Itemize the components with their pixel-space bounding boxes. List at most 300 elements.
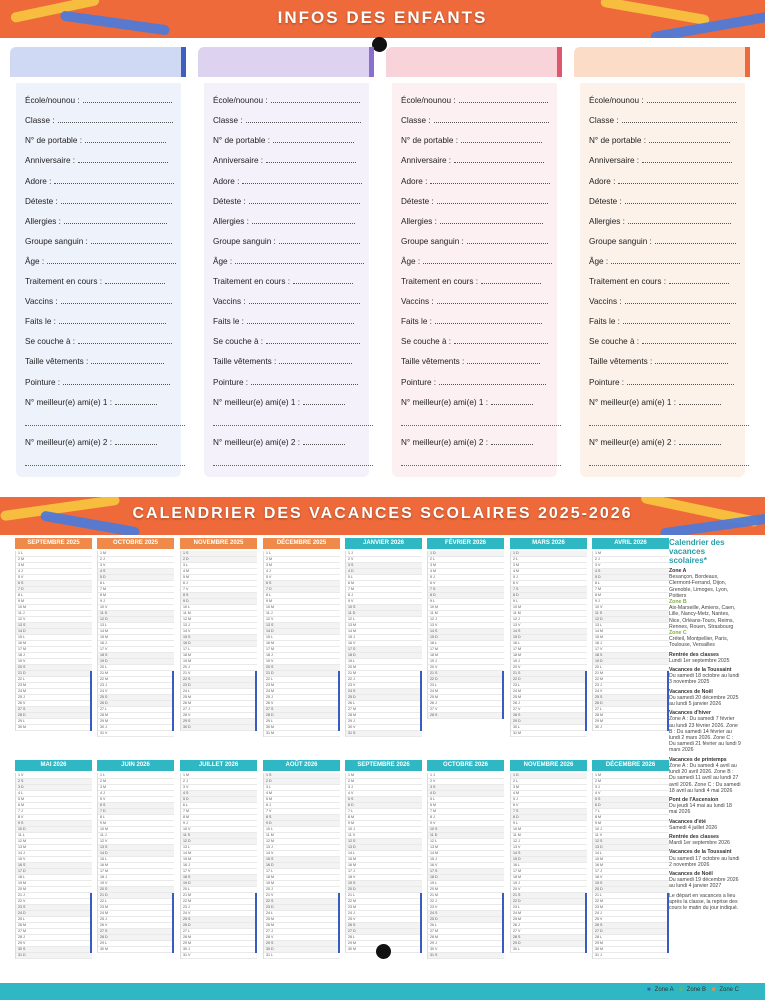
day-row[interactable]: 24 L (264, 911, 340, 917)
day-row[interactable]: 12 J (511, 839, 587, 845)
day-row[interactable]: 7 D (98, 809, 174, 815)
day-row[interactable]: 4 S (181, 791, 257, 797)
fill-line[interactable] (439, 377, 546, 385)
day-row[interactable]: 30 J (181, 947, 257, 953)
day-row[interactable]: 12 S (346, 839, 422, 845)
day-row[interactable]: 28 M (98, 713, 174, 719)
day-row[interactable]: 3 M (511, 563, 587, 569)
day-row[interactable]: 10 V (593, 605, 669, 611)
day-row[interactable]: 3 L (264, 785, 340, 791)
fill-line[interactable] (434, 115, 550, 123)
day-row[interactable]: 4 M (511, 569, 587, 575)
day-row[interactable]: 16 M (264, 641, 340, 647)
day-row[interactable]: 2 J (181, 779, 257, 785)
day-row[interactable]: 12 L (346, 617, 422, 623)
day-row[interactable]: 26 J (428, 701, 504, 707)
fill-line[interactable] (78, 336, 172, 344)
day-row[interactable]: 1 S (181, 551, 257, 557)
day-row[interactable]: 9 L (511, 821, 587, 827)
day-row[interactable]: 31 S (428, 953, 504, 959)
fill-line[interactable] (649, 135, 730, 143)
day-row[interactable]: 17 J (593, 869, 669, 875)
day-row[interactable]: 1 D (428, 551, 504, 557)
day-row[interactable]: 22 J (346, 677, 422, 683)
day-row[interactable]: 19 D (593, 659, 669, 665)
day-row[interactable]: 10 J (593, 827, 669, 833)
day-row[interactable]: 23 S (16, 905, 92, 911)
day-row[interactable]: 8 L (16, 593, 92, 599)
day-row[interactable]: 16 L (511, 863, 587, 869)
field-row[interactable] (25, 437, 185, 447)
fill-line[interactable] (440, 216, 543, 224)
day-row[interactable]: 25 M (511, 917, 587, 923)
day-row[interactable]: 29 D (511, 719, 587, 725)
day-row[interactable]: 7 V (264, 809, 340, 815)
field-row[interactable] (401, 316, 561, 326)
day-row[interactable]: 23 V (346, 683, 422, 689)
day-row[interactable]: 9 L (428, 599, 504, 605)
day-row[interactable]: 28 M (346, 713, 422, 719)
day-row[interactable]: 20 J (181, 665, 257, 671)
day-row[interactable]: 3 S (346, 563, 422, 569)
day-row[interactable]: 28 L (593, 935, 669, 941)
day-row[interactable]: 29 J (346, 719, 422, 725)
day-row[interactable]: 21 D (264, 671, 340, 677)
field-row[interactable] (589, 95, 749, 105)
day-row[interactable]: 8 J (346, 593, 422, 599)
day-row[interactable]: 16 M (346, 863, 422, 869)
day-row[interactable]: 26 V (264, 701, 340, 707)
day-row[interactable]: 19 M (264, 881, 340, 887)
day-row[interactable]: 11 L (16, 833, 92, 839)
day-row[interactable]: 18 D (428, 875, 504, 881)
day-row[interactable]: 7 D (264, 587, 340, 593)
day-row[interactable]: 17 D (16, 869, 92, 875)
day-row[interactable]: 25 M (428, 695, 504, 701)
day-row[interactable]: 19 S (346, 881, 422, 887)
day-row[interactable]: 23 M (16, 683, 92, 689)
day-row[interactable]: 7 L (346, 809, 422, 815)
day-row[interactable]: 17 V (593, 647, 669, 653)
day-row[interactable]: 25 D (346, 695, 422, 701)
fill-line[interactable] (293, 276, 353, 284)
day-row[interactable]: 27 D (346, 929, 422, 935)
day-row[interactable]: 17 L (264, 869, 340, 875)
day-row[interactable]: 14 S (511, 851, 587, 857)
day-row[interactable]: 4 M (428, 569, 504, 575)
day-row[interactable]: 14 J (16, 851, 92, 857)
field-row[interactable] (25, 356, 185, 366)
field-row[interactable] (401, 196, 561, 206)
day-row[interactable]: 10 M (511, 605, 587, 611)
day-row[interactable]: 21 S (511, 671, 587, 677)
field-row[interactable] (401, 135, 561, 145)
day-row[interactable]: 10 S (346, 605, 422, 611)
day-row[interactable]: 6 M (16, 803, 92, 809)
day-row[interactable]: 2 D (181, 557, 257, 563)
day-row[interactable]: 13 L (98, 623, 174, 629)
day-row[interactable]: 27 M (428, 929, 504, 935)
day-row[interactable]: 30 D (264, 947, 340, 953)
field-row[interactable] (213, 377, 373, 387)
field-row[interactable] (401, 296, 561, 306)
day-row[interactable]: 30 D (181, 725, 257, 731)
day-row[interactable]: 13 L (181, 845, 257, 851)
day-row[interactable]: 22 L (98, 899, 174, 905)
day-row[interactable]: 23 D (264, 905, 340, 911)
day-row[interactable]: 5 V (264, 575, 340, 581)
day-row[interactable]: 7 V (181, 587, 257, 593)
field-row[interactable] (25, 397, 185, 407)
fill-line[interactable] (91, 356, 164, 364)
fill-line[interactable] (247, 316, 354, 324)
day-row[interactable]: 5 M (181, 575, 257, 581)
day-row[interactable]: 15 L (98, 857, 174, 863)
field-row[interactable] (213, 176, 373, 186)
day-row[interactable]: 6 S (16, 581, 92, 587)
day-row[interactable]: 14 M (593, 629, 669, 635)
day-row[interactable]: 22 M (593, 899, 669, 905)
day-row[interactable]: 18 L (16, 875, 92, 881)
day-row[interactable]: 9 J (593, 599, 669, 605)
day-row[interactable]: 16 J (98, 641, 174, 647)
day-row[interactable]: 4 S (98, 569, 174, 575)
day-row[interactable]: 5 L (346, 575, 422, 581)
day-row[interactable]: 1 M (593, 773, 669, 779)
day-row[interactable]: 14 L (346, 851, 422, 857)
day-row[interactable]: 30 V (346, 725, 422, 731)
day-row[interactable]: 22 D (428, 677, 504, 683)
extra-fill-line[interactable] (25, 465, 185, 466)
fill-line[interactable] (491, 397, 534, 405)
day-row[interactable]: 5 J (511, 575, 587, 581)
fill-line[interactable] (266, 155, 356, 163)
day-row[interactable]: 29 M (593, 941, 669, 947)
fill-line[interactable] (628, 216, 731, 224)
day-row[interactable]: 17 V (181, 869, 257, 875)
day-row[interactable]: 1 M (98, 551, 174, 557)
day-row[interactable]: 19 M (16, 881, 92, 887)
day-row[interactable]: 15 D (511, 635, 587, 641)
day-row[interactable]: 30 M (264, 725, 340, 731)
fill-line[interactable] (655, 356, 728, 364)
fill-line[interactable] (47, 256, 176, 264)
day-row[interactable]: 12 L (428, 839, 504, 845)
field-row[interactable] (213, 437, 373, 447)
day-row[interactable]: 3 M (98, 785, 174, 791)
day-row[interactable]: 25 J (264, 695, 340, 701)
day-row[interactable]: 16 M (98, 863, 174, 869)
day-row[interactable]: 8 M (181, 815, 257, 821)
day-row[interactable]: 26 S (593, 923, 669, 929)
day-row[interactable]: 28 D (16, 713, 92, 719)
day-row[interactable]: 21 V (181, 671, 257, 677)
day-row[interactable]: 23 D (181, 683, 257, 689)
day-row[interactable]: 13 D (346, 845, 422, 851)
field-row[interactable] (25, 196, 185, 206)
day-row[interactable]: 27 V (428, 707, 504, 713)
day-row[interactable]: 8 S (181, 593, 257, 599)
day-row[interactable]: 14 S (428, 629, 504, 635)
day-row[interactable]: 27 L (98, 707, 174, 713)
day-row[interactable]: 19 L (346, 659, 422, 665)
day-row[interactable]: 5 M (16, 797, 92, 803)
field-row[interactable] (589, 437, 749, 447)
day-row[interactable]: 24 V (593, 689, 669, 695)
fill-line[interactable] (83, 95, 173, 103)
day-row[interactable]: 18 M (181, 653, 257, 659)
fill-line[interactable] (669, 276, 729, 284)
day-row[interactable]: 21 D (98, 893, 174, 899)
day-row[interactable]: 13 V (511, 845, 587, 851)
day-row[interactable]: 30 J (593, 725, 669, 731)
day-row[interactable]: 19 J (511, 881, 587, 887)
day-row[interactable]: 28 M (181, 935, 257, 941)
fill-line[interactable] (61, 296, 172, 304)
extra-fill-line[interactable] (401, 465, 561, 466)
day-row[interactable]: 27 J (264, 929, 340, 935)
day-row[interactable]: 26 D (98, 701, 174, 707)
day-row[interactable]: 31 S (346, 731, 422, 737)
day-row[interactable]: 21 V (264, 893, 340, 899)
day-row[interactable]: 19 S (593, 881, 669, 887)
day-row[interactable]: 3 M (264, 563, 340, 569)
fill-line[interactable] (59, 316, 166, 324)
day-row[interactable]: 20 L (181, 887, 257, 893)
day-row[interactable]: 4 S (593, 569, 669, 575)
fill-line[interactable] (454, 336, 548, 344)
day-row[interactable]: 4 J (98, 791, 174, 797)
day-row[interactable]: 6 V (428, 581, 504, 587)
day-row[interactable]: 1 M (593, 551, 669, 557)
field-row[interactable] (401, 336, 561, 346)
day-row[interactable]: 20 L (593, 665, 669, 671)
day-row[interactable]: 22 D (511, 677, 587, 683)
day-row[interactable]: 1 J (346, 551, 422, 557)
day-row[interactable]: 17 M (98, 869, 174, 875)
field-row[interactable] (589, 356, 749, 366)
day-row[interactable]: 27 S (16, 707, 92, 713)
day-row[interactable]: 2 J (98, 557, 174, 563)
day-row[interactable]: 24 M (98, 911, 174, 917)
day-row[interactable]: 2 M (593, 779, 669, 785)
day-row[interactable]: 25 L (16, 917, 92, 923)
day-row[interactable]: 17 L (181, 647, 257, 653)
field-row[interactable] (589, 135, 749, 145)
day-row[interactable]: 29 M (98, 719, 174, 725)
day-row[interactable]: 4 V (346, 791, 422, 797)
day-row[interactable]: 7 M (428, 809, 504, 815)
field-row[interactable] (401, 155, 561, 165)
day-row[interactable]: 2 D (264, 779, 340, 785)
day-row[interactable]: 13 J (264, 845, 340, 851)
day-row[interactable]: 31 L (264, 953, 340, 959)
field-row[interactable] (213, 196, 373, 206)
day-row[interactable]: 31 M (264, 731, 340, 737)
extra-fill-line[interactable] (589, 425, 749, 426)
fill-line[interactable] (679, 437, 722, 445)
day-row[interactable]: 3 L (181, 563, 257, 569)
day-row[interactable]: 5 L (428, 797, 504, 803)
day-row[interactable]: 13 M (346, 623, 422, 629)
day-row[interactable]: 2 M (98, 779, 174, 785)
fill-line[interactable] (91, 236, 172, 244)
day-row[interactable]: 17 M (16, 647, 92, 653)
fill-line[interactable] (58, 115, 174, 123)
day-row[interactable]: 9 M (264, 599, 340, 605)
day-row[interactable]: 25 J (16, 695, 92, 701)
day-row[interactable]: 2 J (593, 557, 669, 563)
field-row[interactable] (213, 336, 373, 346)
day-row[interactable]: 15 M (181, 857, 257, 863)
day-row[interactable]: 28 D (98, 935, 174, 941)
fill-line[interactable] (679, 397, 722, 405)
day-row[interactable]: 23 M (593, 905, 669, 911)
day-row[interactable]: 13 J (181, 623, 257, 629)
day-row[interactable]: 29 L (98, 941, 174, 947)
fill-line[interactable] (625, 296, 736, 304)
day-row[interactable]: 16 L (428, 641, 504, 647)
day-row[interactable]: 7 S (428, 587, 504, 593)
day-row[interactable]: 26 J (511, 701, 587, 707)
fill-line[interactable] (481, 276, 541, 284)
day-row[interactable]: 24 M (264, 689, 340, 695)
day-row[interactable]: 18 V (593, 875, 669, 881)
fill-line[interactable] (655, 236, 736, 244)
day-row[interactable]: 3 M (511, 785, 587, 791)
day-row[interactable]: 15 V (16, 857, 92, 863)
day-row[interactable]: 28 J (16, 935, 92, 941)
day-row[interactable]: 11 M (181, 611, 257, 617)
day-row[interactable]: 19 M (181, 659, 257, 665)
day-row[interactable]: 14 D (264, 629, 340, 635)
day-row[interactable]: 21 M (98, 671, 174, 677)
day-row[interactable]: 16 M (16, 641, 92, 647)
fill-line[interactable] (63, 377, 170, 385)
fill-line[interactable] (642, 336, 736, 344)
day-row[interactable]: 30 M (16, 725, 92, 731)
day-row[interactable]: 14 V (264, 851, 340, 857)
day-row[interactable]: 8 S (264, 815, 340, 821)
day-row[interactable]: 17 M (511, 869, 587, 875)
day-row[interactable]: 11 S (181, 833, 257, 839)
field-row[interactable] (589, 155, 749, 165)
day-row[interactable]: 23 M (346, 905, 422, 911)
day-row[interactable]: 29 M (346, 941, 422, 947)
day-row[interactable]: 22 M (593, 677, 669, 683)
day-row[interactable]: 28 V (181, 713, 257, 719)
day-row[interactable]: 12 V (16, 617, 92, 623)
day-row[interactable]: 7 J (16, 809, 92, 815)
day-row[interactable]: 25 M (511, 695, 587, 701)
fill-line[interactable] (467, 356, 540, 364)
day-row[interactable]: 28 M (428, 935, 504, 941)
day-row[interactable]: 11 V (593, 833, 669, 839)
day-row[interactable]: 9 L (511, 599, 587, 605)
day-row[interactable]: 16 V (346, 641, 422, 647)
day-row[interactable]: 25 D (428, 917, 504, 923)
day-row[interactable]: 17 M (264, 647, 340, 653)
day-row[interactable]: 22 D (511, 899, 587, 905)
day-row[interactable]: 26 M (181, 701, 257, 707)
day-row[interactable]: 9 M (593, 821, 669, 827)
day-row[interactable]: 23 V (428, 905, 504, 911)
day-row[interactable]: 18 S (98, 653, 174, 659)
day-row[interactable]: 16 L (511, 641, 587, 647)
fill-line[interactable] (252, 216, 355, 224)
field-row[interactable] (401, 176, 561, 186)
field-row[interactable] (589, 236, 749, 246)
day-row[interactable]: 2 L (511, 779, 587, 785)
day-row[interactable]: 6 V (511, 803, 587, 809)
day-row[interactable]: 8 D (428, 593, 504, 599)
day-row[interactable]: 17 S (346, 647, 422, 653)
day-row[interactable]: 24 V (98, 689, 174, 695)
day-row[interactable]: 25 M (181, 695, 257, 701)
field-row[interactable] (589, 336, 749, 346)
day-row[interactable]: 29 D (511, 941, 587, 947)
day-row[interactable]: 25 M (264, 917, 340, 923)
day-row[interactable]: 18 M (511, 875, 587, 881)
day-row[interactable]: 23 L (428, 683, 504, 689)
day-row[interactable]: 24 L (181, 689, 257, 695)
field-row[interactable] (25, 115, 185, 125)
day-row[interactable]: 22 J (428, 899, 504, 905)
day-row[interactable]: 27 J (181, 707, 257, 713)
day-row[interactable]: 9 V (346, 599, 422, 605)
day-row[interactable]: 13 M (16, 845, 92, 851)
day-row[interactable]: 1 J (428, 773, 504, 779)
fill-line[interactable] (279, 356, 352, 364)
day-row[interactable]: 8 M (346, 815, 422, 821)
field-row[interactable] (589, 115, 749, 125)
day-row[interactable]: 5 V (16, 575, 92, 581)
day-row[interactable]: 4 J (16, 569, 92, 575)
fill-line[interactable] (647, 95, 737, 103)
day-row[interactable]: 11 D (428, 833, 504, 839)
day-row[interactable]: 16 J (593, 641, 669, 647)
day-row[interactable]: 10 M (511, 827, 587, 833)
day-row[interactable]: 19 V (264, 659, 340, 665)
day-row[interactable]: 13 D (593, 845, 669, 851)
day-row[interactable]: 2 M (346, 779, 422, 785)
field-row[interactable] (401, 276, 561, 286)
day-row[interactable]: 19 V (16, 659, 92, 665)
day-row[interactable]: 15 D (428, 635, 504, 641)
fill-line[interactable] (115, 397, 158, 405)
field-row[interactable] (589, 176, 749, 186)
day-row[interactable]: 7 L (593, 809, 669, 815)
day-row[interactable]: 6 J (181, 581, 257, 587)
day-row[interactable]: 31 V (181, 953, 257, 959)
day-row[interactable]: 17 M (511, 647, 587, 653)
day-row[interactable]: 14 D (16, 629, 92, 635)
day-row[interactable]: 10 D (16, 827, 92, 833)
day-row[interactable]: 31 V (98, 731, 174, 737)
day-row[interactable]: 6 L (181, 803, 257, 809)
extra-fill-line[interactable] (401, 425, 561, 426)
day-row[interactable]: 6 S (264, 581, 340, 587)
field-row[interactable] (25, 135, 185, 145)
day-row[interactable]: 1 V (16, 773, 92, 779)
day-row[interactable]: 27 D (593, 929, 669, 935)
day-row[interactable]: 12 M (181, 617, 257, 623)
day-row[interactable]: 14 M (428, 851, 504, 857)
field-row[interactable] (213, 256, 373, 266)
day-row[interactable]: 3 V (181, 785, 257, 791)
day-row[interactable]: 20 S (264, 665, 340, 671)
day-row[interactable]: 12 M (16, 839, 92, 845)
